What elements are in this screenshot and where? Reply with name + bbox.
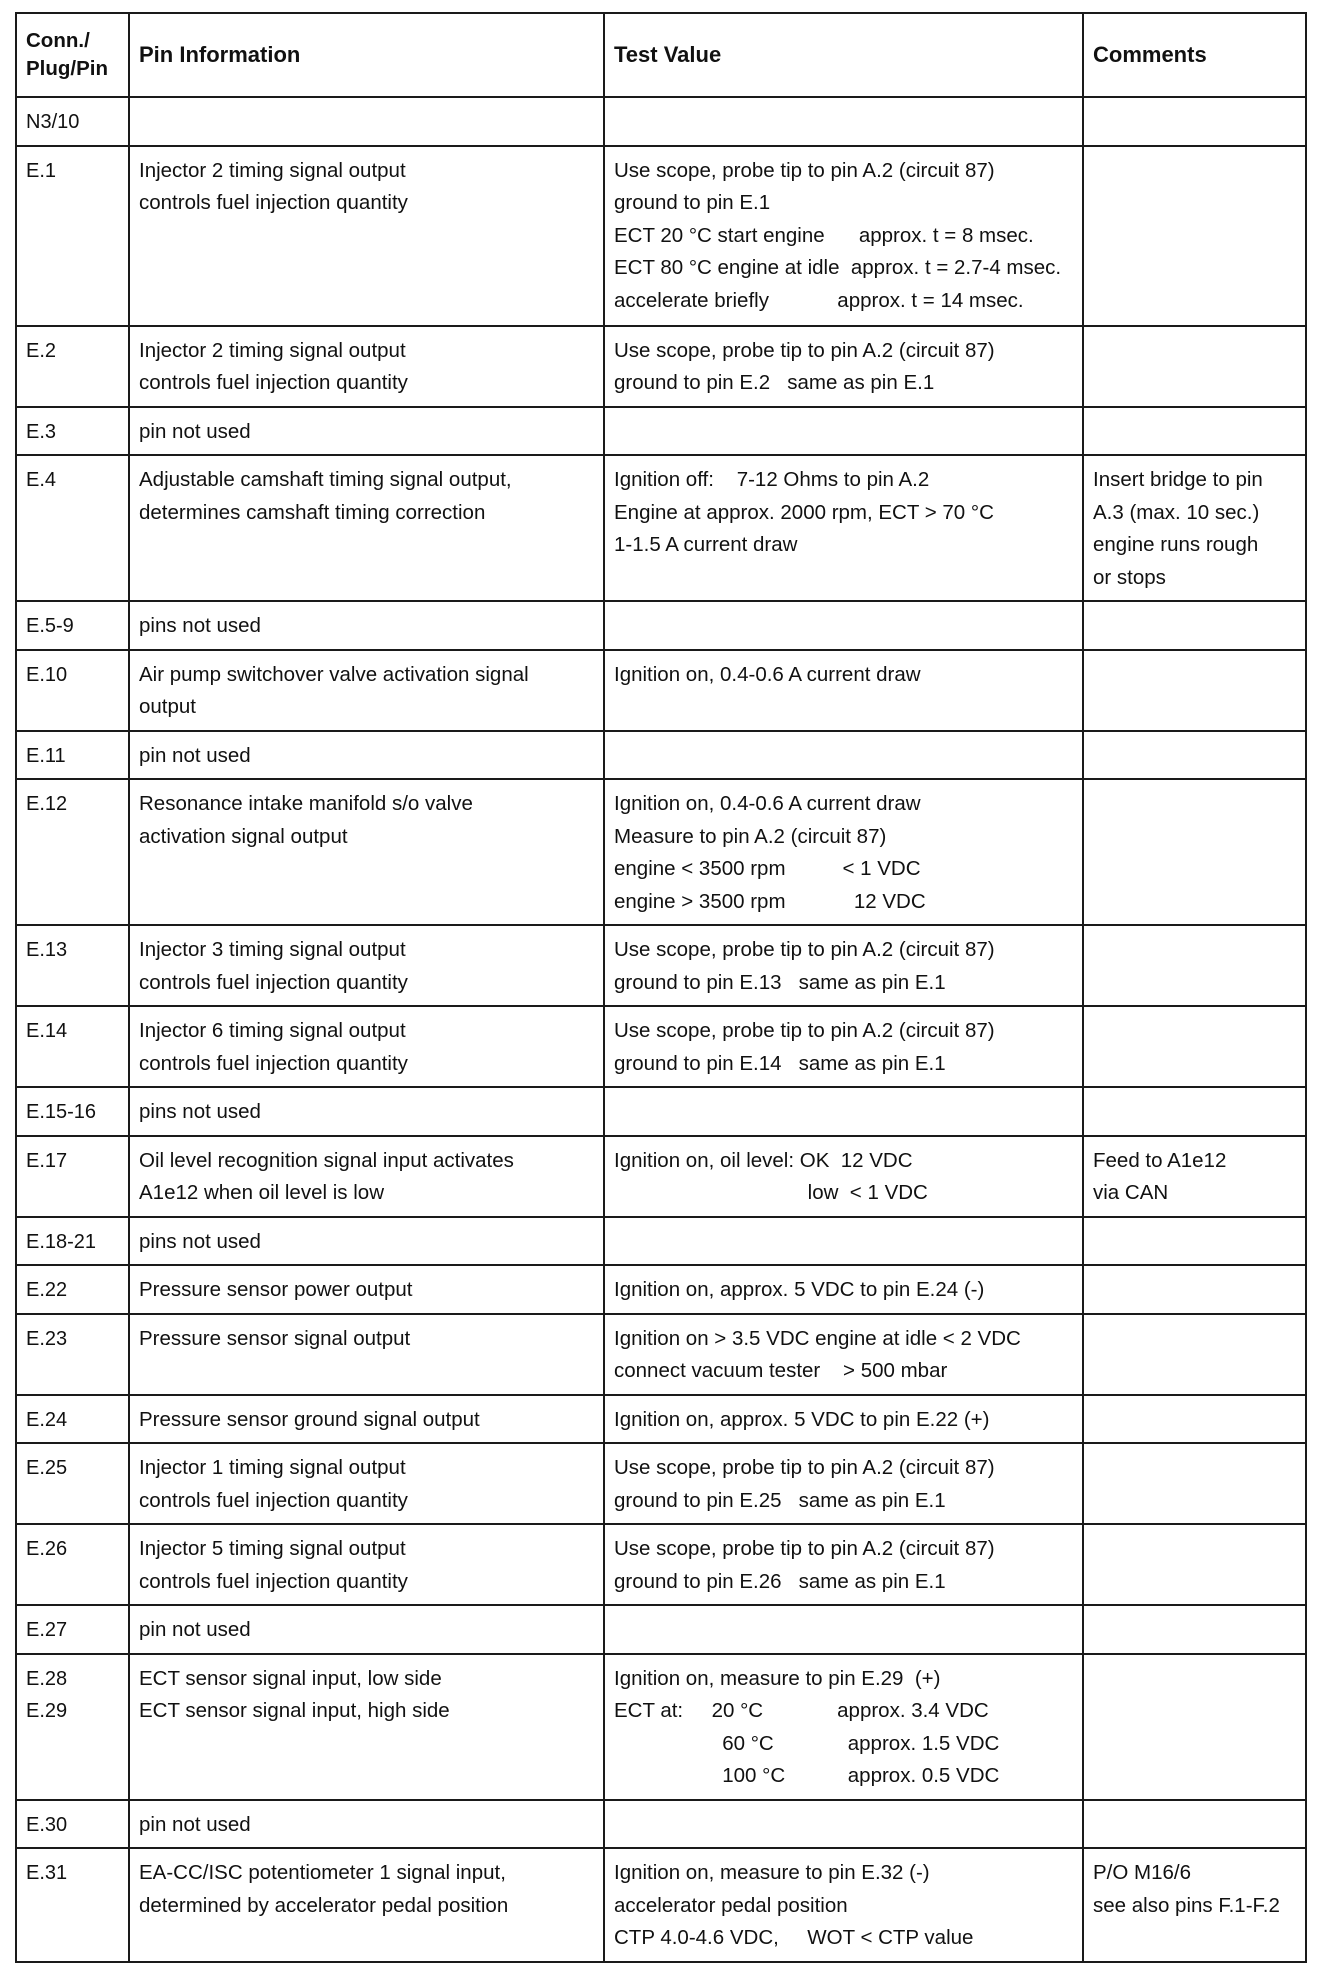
cell-pin-line: E.1 <box>26 159 57 182</box>
cell-test-value-line: Ignition on > 3.5 VDC engine at idle < 2 VDC <box>614 1326 1021 1350</box>
cell-pin-information <box>129 1006 604 1087</box>
cell-comments-line: Feed to A1e12 <box>1093 1148 1227 1172</box>
cell-pin-line: E.23 <box>26 1327 68 1350</box>
table-row <box>16 97 1306 146</box>
cell-pin-information-line: Injector 6 timing signal output <box>139 1019 406 1042</box>
cell-pin-information <box>129 146 604 326</box>
cell-pin <box>16 1136 129 1217</box>
cell-pin-information <box>129 1605 604 1654</box>
cell-pin-information <box>129 1217 604 1266</box>
cell-comments <box>1083 407 1306 456</box>
cell-pin <box>16 407 129 456</box>
cell-test-value-line: ground to pin E.13 same as pin E.1 <box>614 970 946 994</box>
cell-pin-information-line: pin not used <box>139 419 251 443</box>
cell-test-value <box>604 1265 1083 1314</box>
cell-pin-information-line: controls fuel injection quantity <box>139 1488 408 1512</box>
cell-pin-information <box>129 1136 604 1217</box>
cell-pin-line: E.29 <box>26 1700 68 1722</box>
cell-comments <box>1083 1314 1306 1395</box>
cell-pin-line: E.25 <box>26 1457 68 1479</box>
cell-pin-information-line: Pressure sensor signal output <box>139 1326 411 1350</box>
cell-comments-line: see also pins F.1-F.2 <box>1093 1893 1280 1917</box>
cell-pin-information-line: Pressure sensor ground signal output <box>139 1407 480 1431</box>
cell-pin-line: E.10 <box>26 663 68 686</box>
cell-pin-information-line: Air pump switchover valve activation signal <box>139 662 529 686</box>
cell-pin <box>16 779 129 925</box>
cell-test-value <box>604 1314 1083 1395</box>
cell-pin-information-line: controls fuel injection quantity <box>139 970 408 994</box>
cell-pin-information-line: pins not used <box>139 614 261 637</box>
cell-pin-information <box>129 1314 604 1395</box>
cell-pin-line: E.26 <box>26 1538 68 1560</box>
cell-pin-information <box>129 1524 604 1605</box>
cell-pin-information <box>129 601 604 650</box>
header-conn-line1: Conn./ <box>26 29 90 52</box>
cell-test-value <box>604 1217 1083 1266</box>
cell-pin <box>16 1217 129 1266</box>
cell-test-value-line: Ignition off: 7-12 Ohms to pin A.2 <box>614 468 930 491</box>
cell-test-value <box>604 1848 1083 1962</box>
cell-test-value-line: Use scope, probe tip to pin A.2 (circuit 87) <box>614 1019 995 1042</box>
cell-test-value-line: ground to pin E.25 same as pin E.1 <box>614 1488 946 1512</box>
cell-test-value-line: low < 1 VDC <box>614 1181 928 1204</box>
cell-comments <box>1083 1265 1306 1314</box>
cell-comments-line: P/O M16/6 <box>1093 1861 1191 1884</box>
cell-test-value-line: ECT at: 20 °C approx. 3.4 VDC <box>614 1699 989 1722</box>
cell-test-value-line: Use scope, probe tip to pin A.2 (circuit 87) <box>614 158 995 182</box>
cell-test-value-line: 1-1.5 A current draw <box>614 533 798 556</box>
table-row <box>16 1087 1306 1136</box>
cell-comments-line: Insert bridge to pin <box>1093 468 1263 491</box>
cell-comments-line: A.3 (max. 10 sec.) <box>1093 500 1260 524</box>
cell-test-value <box>604 1524 1083 1605</box>
cell-pin-information-line: Injector 2 timing signal output <box>139 338 406 362</box>
cell-pin-information <box>129 1848 604 1962</box>
cell-comments <box>1083 1395 1306 1444</box>
cell-test-value-line: Ignition on, 0.4-0.6 A current draw <box>614 792 921 815</box>
cell-test-value-line: Use scope, probe tip to pin A.2 (circuit 87) <box>614 1537 995 1560</box>
cell-comments-line: or stops <box>1093 565 1166 589</box>
cell-pin-line: E.22 <box>26 1279 68 1301</box>
cell-test-value-line: Ignition on, oil level: OK 12 VDC <box>614 1148 913 1172</box>
cell-test-value-line: Ignition on, measure to pin E.29 (+) <box>614 1666 941 1690</box>
cell-pin-information <box>129 1654 604 1800</box>
cell-pin-line: E.15-16 <box>26 1101 97 1123</box>
cell-pin <box>16 1314 129 1395</box>
cell-pin-information-line: pin not used <box>139 743 251 767</box>
cell-test-value-line: Use scope, probe tip to pin A.2 (circuit 87) <box>614 338 995 362</box>
cell-pin-information-line: pins not used <box>139 1100 261 1123</box>
cell-pin-information-line: determines camshaft timing correction <box>139 500 486 524</box>
cell-comments <box>1083 601 1306 650</box>
header-conn-plug-pin <box>16 13 129 97</box>
cell-pin-information <box>129 779 604 925</box>
cell-comments <box>1083 779 1306 925</box>
cell-test-value <box>604 1800 1083 1849</box>
table-row <box>16 1605 1306 1654</box>
cell-pin <box>16 1265 129 1314</box>
cell-comments <box>1083 1217 1306 1266</box>
cell-test-value-line: CTP 4.0-4.6 VDC, WOT < CTP value <box>614 1926 974 1949</box>
cell-pin-information-line: output <box>139 695 196 718</box>
cell-test-value <box>604 731 1083 780</box>
cell-pin-information-line: A1e12 when oil level is low <box>139 1181 384 1204</box>
cell-pin-information-line: controls fuel injection quantity <box>139 191 408 214</box>
table-row <box>16 1006 1306 1087</box>
cell-test-value-line: connect vacuum tester > 500 mbar <box>614 1359 948 1382</box>
cell-pin-line: E.13 <box>26 939 68 961</box>
cell-test-value <box>604 1443 1083 1524</box>
cell-pin-information-line: controls fuel injection quantity <box>139 1051 408 1075</box>
cell-test-value-line: engine < 3500 rpm < 1 VDC <box>614 857 921 880</box>
header-row <box>16 13 1306 97</box>
cell-comments <box>1083 455 1306 601</box>
cell-pin <box>16 326 129 407</box>
cell-comments <box>1083 1136 1306 1217</box>
table-row <box>16 1800 1306 1849</box>
cell-pin-information <box>129 1800 604 1849</box>
cell-pin-information <box>129 1265 604 1314</box>
cell-pin <box>16 1395 129 1444</box>
cell-pin-line: E.31 <box>26 1862 68 1884</box>
cell-test-value <box>604 407 1083 456</box>
cell-pin-information-line: determined by accelerator pedal position <box>139 1893 509 1917</box>
table-row <box>16 1524 1306 1605</box>
cell-pin-information <box>129 731 604 780</box>
header-comments: Comments <box>1083 13 1306 97</box>
cell-comments <box>1083 925 1306 1006</box>
table-body <box>16 97 1306 1962</box>
table-row <box>16 601 1306 650</box>
cell-pin-information-line: activation signal output <box>139 824 348 848</box>
cell-test-value-line: 60 °C approx. 1.5 VDC <box>614 1731 1000 1755</box>
cell-test-value <box>604 455 1083 601</box>
cell-pin-information-line: Resonance intake manifold s/o valve <box>139 792 473 815</box>
cell-pin <box>16 455 129 601</box>
cell-pin-line: N3/10 <box>26 111 80 133</box>
cell-pin-information <box>129 1087 604 1136</box>
cell-test-value-line: Measure to pin A.2 (circuit 87) <box>614 824 887 848</box>
cell-test-value-line: engine > 3500 rpm 12 VDC <box>614 889 926 913</box>
table-row <box>16 326 1306 407</box>
cell-test-value-line: Use scope, probe tip to pin A.2 (circuit 87) <box>614 938 995 961</box>
cell-test-value-line: 100 °C approx. 0.5 VDC <box>614 1764 1000 1787</box>
cell-pin-information-line: pin not used <box>139 1812 251 1836</box>
cell-pin-information-line: controls fuel injection quantity <box>139 371 408 394</box>
cell-test-value-line: ECT 80 °C engine at idle approx. t = 2.7-4 msec. <box>614 256 1062 279</box>
cell-pin <box>16 925 129 1006</box>
cell-pin-line: E.17 <box>26 1149 68 1172</box>
cell-pin-information-line: Oil level recognition signal input activates <box>139 1148 514 1172</box>
header-pin-information: Pin Information <box>129 13 604 97</box>
cell-pin-line: E.3 <box>26 420 57 443</box>
cell-test-value-line: ground to pin E.1 <box>614 191 771 214</box>
cell-pin-information-line: Injector 1 timing signal output <box>139 1456 406 1479</box>
cell-test-value-line: accelerate briefly approx. t = 14 msec. <box>614 288 1024 312</box>
cell-pin-line: E.18-21 <box>26 1230 97 1253</box>
cell-test-value-line: Ignition on, 0.4-0.6 A current draw <box>614 662 921 686</box>
cell-test-value-line: ECT 20 °C start engine approx. t = 8 msec. <box>614 223 1034 247</box>
cell-test-value <box>604 1006 1083 1087</box>
cell-comments <box>1083 1443 1306 1524</box>
cell-pin <box>16 1006 129 1087</box>
header-conn-line2: Plug/Pin <box>26 57 108 80</box>
cell-test-value-line: Ignition on, measure to pin E.32 (-) <box>614 1861 930 1884</box>
cell-pin-information <box>129 407 604 456</box>
cell-test-value-line: ground to pin E.26 same as pin E.1 <box>614 1569 946 1593</box>
table-row <box>16 455 1306 601</box>
cell-pin <box>16 97 129 146</box>
table-row <box>16 1443 1306 1524</box>
cell-pin <box>16 1654 129 1800</box>
cell-test-value <box>604 650 1083 731</box>
cell-pin-information-line: pins not used <box>139 1229 261 1253</box>
cell-test-value <box>604 326 1083 407</box>
cell-pin-information <box>129 1443 604 1524</box>
cell-pin-line: E.11 <box>26 744 66 767</box>
cell-pin <box>16 650 129 731</box>
cell-test-value <box>604 1605 1083 1654</box>
cell-comments <box>1083 146 1306 326</box>
cell-comments <box>1083 1654 1306 1800</box>
cell-test-value <box>604 146 1083 326</box>
cell-pin <box>16 146 129 326</box>
table-row <box>16 779 1306 925</box>
cell-pin-information-line: pin not used <box>139 1618 251 1641</box>
cell-test-value <box>604 1654 1083 1800</box>
cell-comments <box>1083 1848 1306 1962</box>
cell-pin-line: E.27 <box>26 1619 68 1641</box>
table-row <box>16 1654 1306 1800</box>
cell-test-value-line: ground to pin E.2 same as pin E.1 <box>614 371 935 394</box>
cell-comments <box>1083 97 1306 146</box>
cell-pin-information <box>129 1395 604 1444</box>
cell-comments <box>1083 1087 1306 1136</box>
cell-pin-line: E.2 <box>26 339 57 362</box>
cell-test-value <box>604 1087 1083 1136</box>
cell-pin <box>16 601 129 650</box>
cell-test-value-line: Use scope, probe tip to pin A.2 (circuit 87) <box>614 1456 995 1479</box>
cell-pin-information <box>129 650 604 731</box>
table-row <box>16 1217 1306 1266</box>
cell-test-value-line: Engine at approx. 2000 rpm, ECT > 70 °C <box>614 500 994 524</box>
cell-comments <box>1083 1800 1306 1849</box>
table-row <box>16 1848 1306 1962</box>
cell-comments <box>1083 650 1306 731</box>
table-row <box>16 731 1306 780</box>
cell-test-value <box>604 97 1083 146</box>
cell-comments-line: via CAN <box>1093 1181 1169 1204</box>
cell-pin <box>16 1605 129 1654</box>
cell-comments <box>1083 1605 1306 1654</box>
cell-pin-line: E.5-9 <box>26 615 74 637</box>
cell-test-value <box>604 1136 1083 1217</box>
header-test-value: Test Value <box>604 13 1083 97</box>
cell-pin-information-line: ECT sensor signal input, low side <box>139 1666 442 1690</box>
table-row <box>16 1265 1306 1314</box>
cell-pin-information-line: Injector 3 timing signal output <box>139 938 406 961</box>
cell-pin <box>16 1087 129 1136</box>
cell-test-value <box>604 601 1083 650</box>
table-row <box>16 1395 1306 1444</box>
cell-pin-line: E.24 <box>26 1408 68 1431</box>
cell-test-value <box>604 1395 1083 1444</box>
cell-pin-information-line: controls fuel injection quantity <box>139 1569 408 1593</box>
table-row <box>16 650 1306 731</box>
table-row <box>16 1314 1306 1395</box>
table-row <box>16 407 1306 456</box>
cell-pin-information-line: ECT sensor signal input, high side <box>139 1699 450 1722</box>
cell-pin-information-line: Injector 2 timing signal output <box>139 158 406 182</box>
cell-comments <box>1083 1006 1306 1087</box>
cell-test-value-line: ground to pin E.14 same as pin E.1 <box>614 1051 946 1075</box>
cell-test-value <box>604 925 1083 1006</box>
cell-test-value <box>604 779 1083 925</box>
table-row <box>16 1136 1306 1217</box>
cell-comments <box>1083 1524 1306 1605</box>
cell-pin-information <box>129 326 604 407</box>
cell-pin-line: E.12 <box>26 793 68 815</box>
cell-pin <box>16 1443 129 1524</box>
cell-test-value-line: Ignition on, approx. 5 VDC to pin E.22 (+) <box>614 1407 990 1431</box>
pin-test-table <box>15 12 1307 1963</box>
cell-pin <box>16 731 129 780</box>
cell-comments <box>1083 326 1306 407</box>
cell-pin-line: E.14 <box>26 1020 68 1042</box>
table-row <box>16 146 1306 326</box>
table-row <box>16 925 1306 1006</box>
pin-test-table-document <box>15 12 1305 1963</box>
cell-pin-information <box>129 97 604 146</box>
cell-comments-line: engine runs rough <box>1093 533 1259 556</box>
cell-pin <box>16 1800 129 1849</box>
cell-pin-information-line: Injector 5 timing signal output <box>139 1537 406 1560</box>
cell-pin-line: E.4 <box>26 469 57 491</box>
cell-pin-line: E.28 <box>26 1667 68 1690</box>
cell-pin <box>16 1848 129 1962</box>
cell-test-value-line: accelerator pedal position <box>614 1893 848 1917</box>
cell-pin-line: E.30 <box>26 1813 68 1836</box>
cell-pin <box>16 1524 129 1605</box>
cell-pin-information <box>129 925 604 1006</box>
cell-comments <box>1083 731 1306 780</box>
cell-pin-information <box>129 455 604 601</box>
cell-pin-information-line: Adjustable camshaft timing signal output, <box>139 468 512 491</box>
cell-pin-information-line: EA-CC/ISC potentiometer 1 signal input, <box>139 1861 506 1884</box>
cell-pin-information-line: Pressure sensor power output <box>139 1278 413 1301</box>
cell-test-value-line: Ignition on, approx. 5 VDC to pin E.24 (-) <box>614 1278 985 1301</box>
